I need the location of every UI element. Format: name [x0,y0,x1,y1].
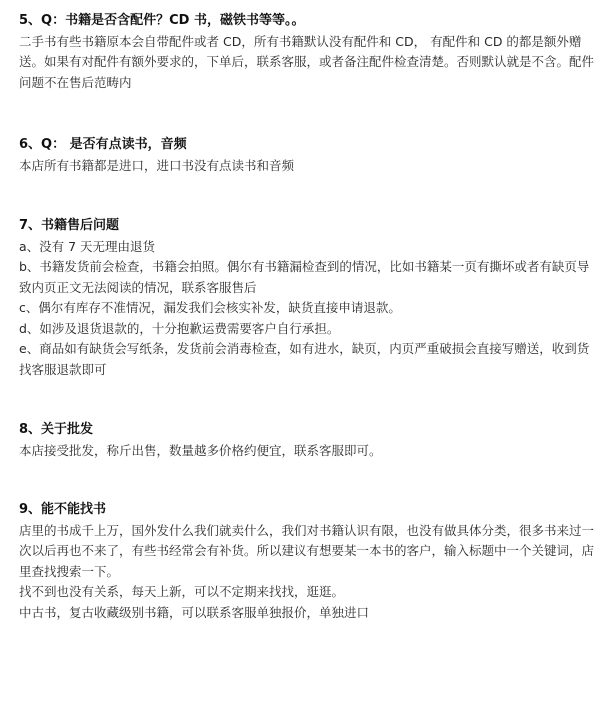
section-paragraph: b、书籍发货前会检查，书籍会拍照。偶尔有书籍漏检查到的情况，比如书籍某一页有撕坏或者有缺页导致内页正文无法阅读的情况，联系客服售后 [19,259,590,295]
section-heading: 7、书籍售后问题 [19,218,120,233]
section-paragraph: 店里的书成千上万，国外发什么我们就卖什么，我们对书籍认识有限，也没有做具体分类，很多书来过一次以后再也不来了，有些书经常会有补货。所以建议有想要某一本书的客户，输入标题中一个关键词，店里查找搜索一下。 [19,522,595,579]
section-paragraph: a、没有 7 天无理由退货 [19,238,156,254]
faq-section-6 [19,135,599,176]
section-heading: 9、能不能找书 [19,502,107,517]
section-paragraph: d、如涉及退货退款的，十分抱歉运费需要客户自行承担。 [19,320,340,336]
section-paragraph: 中古书，复古收藏级别书籍，可以联系客服单独报价，单独进口 [19,604,370,620]
faq-section-5 [19,11,599,93]
section-paragraph: 本店接受批发，称斤出售，数量越多价格约便宜，联系客服即可。 [19,442,382,458]
section-paragraph: e、商品如有缺货会写纸条，发货前会消毒检查，如有进水，缺页，内页严重破损会直接写赠送，收到货找客服退款即可 [19,341,590,377]
section-paragraph: 二手书有些书籍原本会自带配件或者 CD，所有书籍默认没有配件和 CD， 有配件和 CD 的都是额外赠送。如果有对配件有额外要求的，下单后，联系客服，或者备注配件检查清楚。否则默认就是不含。配件问题不在售后范畴内 [19,33,595,90]
section-heading: 5、Q：书籍是否含配件？CD 书，磁铁书等等。。 [19,13,305,28]
section-heading: 8、关于批发 [19,422,94,437]
faq-section-8 [19,420,599,461]
section-paragraph: c、偶尔有库存不准情况，漏发我们会核实补发，缺货直接申请退款。 [19,300,401,315]
section-paragraph: 本店所有书籍都是进口，进口书没有点读书和音频 [19,157,295,173]
faq-section-9 [19,500,599,623]
section-paragraph: 找不到也没有关系，每天上新，可以不定期来找找，逛逛。 [19,584,345,599]
faq-section-7 [19,216,599,380]
section-heading: 6、Q： 是否有点读书，音频 [19,137,187,152]
